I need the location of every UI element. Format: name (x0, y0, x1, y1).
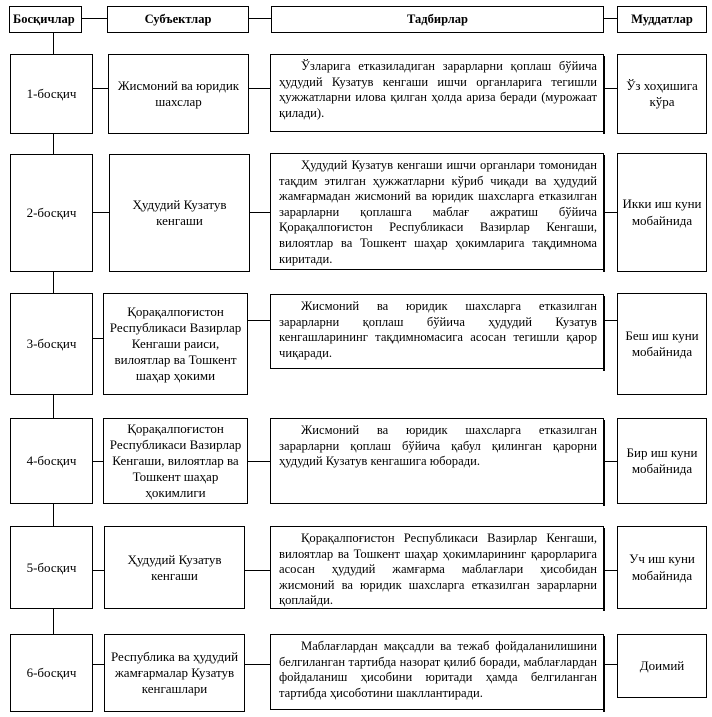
stage-box-2 (10, 154, 93, 272)
subject-box-3 (103, 293, 248, 395)
action-text-4: Жисмоний ва юридик шахсларга етказилган зарарларни қоплаш бўйича қабул қилинган қарорни ҳудудий Кузатув кенгашига юборади. (279, 423, 597, 469)
stage-label-2: 2-босқич (26, 205, 77, 220)
header-actions-label: Тадбирлар (407, 12, 468, 26)
subject-label-2: Ҳудудий Кузатув кенгаши (132, 197, 227, 228)
term-box-1 (617, 54, 707, 134)
term-label-3: Беш иш куни мобайнида (625, 327, 699, 359)
subject-box-2 (109, 154, 250, 272)
subject-box-5 (104, 526, 245, 609)
term-label-1: Ўз хоҳишига кўра (626, 77, 698, 109)
action-box-4 (270, 418, 604, 504)
subject-box-1 (108, 54, 249, 134)
stage-label-3: 3-босқич (26, 336, 77, 351)
stage-box-6 (10, 634, 93, 712)
header-subjects-label: Субъектлар (144, 12, 212, 26)
subject-label-6: Республика ва ҳудудий жамғармалар Кузатув кенгашлари (110, 649, 239, 696)
action-text-3: Жисмоний ва юридик шахсларга етказилган зарарларни қоплаш бўйича ҳудудий Кузатув кенгашларининг тақдимномасига асосан тегишли қарор чиқаради. (279, 299, 597, 360)
term-label-5: Уч иш куни мобайнида (629, 551, 695, 583)
stage-box-4 (10, 418, 93, 504)
subject-label-4: Қорақалпоғистон Республикаси Вазирлар Кенгаши, вилоятлар ва Тошкент шаҳар ҳокимлиги (109, 421, 242, 500)
header-stages (9, 6, 82, 33)
header-terms-label: Муддатлар (631, 12, 693, 26)
action-box-5 (270, 526, 604, 609)
stage-label-1: 1-босқич (26, 86, 77, 101)
subject-label-1: Жисмоний ва юридик шахслар (117, 78, 240, 109)
action-text-1: Ўзларига етказиладиган зарарларни қоплаш бўйича ҳудудий Кузатув кенгаши ишчи органларига тегишли ҳужжатларни илова қилган ҳолда ариза беради (мурожаат қилади). (279, 59, 597, 120)
action-box-3 (270, 294, 604, 369)
term-box-3 (617, 293, 707, 395)
subject-box-6 (104, 634, 245, 712)
action-text-6: Маблағлардан мақсадли ва тежаб фойдаланилишини белгиланган тартибда назорат қилиб боради, маблағлардан фойдаланиш ҳисобини юритади ҳамда белгиланган тартибда ҳисоботини шакллантиради. (279, 639, 597, 700)
action-box-2 (270, 153, 604, 270)
term-box-5 (617, 526, 707, 609)
action-text-2: Ҳудудий Кузатув кенгаши ишчи органлари томонидан тақдим этилган ҳужжатларни кўриб чиқади ва ҳудудий жамғармадан жисмоний ва юридик шахсларга етказилган зарарларни қоплашга маблағ ажратиш бўйича Қорақалпоғистон Республикаси Вазирлар Кенгаши, вилоятлар ва Тошкент шаҳар ҳокимларига тақдимнома киритади. (279, 158, 597, 266)
action-text-5: Қорақалпоғистон Республикаси Вазирлар Кенгаши, вилоятлар ва Тошкент шаҳар ҳокимларининг қарорларига асосан ҳудудий жамғарма маблағлари ҳисобидан жисмоний ва юридик шахсларга етказилган зарарларни қоплайди. (279, 531, 597, 608)
subject-label-3: Қорақалпоғистон Республикаси Вазирлар Кенгаши раиси, вилоятлар ва Тошкент шаҳар ҳокими (109, 304, 242, 383)
term-label-2: Икки иш куни мобайнида (622, 196, 702, 228)
header-terms (617, 6, 707, 33)
term-label-4: Бир иш куни мобайнида (626, 444, 698, 476)
header-subjects (107, 6, 249, 33)
term-box-6 (617, 634, 707, 698)
stage-label-5: 5-босқич (26, 559, 77, 575)
term-box-4 (617, 418, 707, 504)
stage-label-4: 4-босқич (26, 453, 77, 468)
subject-label-5: Ҳудудий Кузатув кенгаши (127, 551, 222, 583)
stage-box-1 (10, 54, 93, 134)
header-actions (271, 6, 604, 33)
term-label-6: Доимий (639, 657, 685, 673)
action-box-6 (270, 634, 604, 710)
header-stages-label: Босқичлар (13, 12, 75, 26)
subject-box-4 (103, 418, 248, 504)
stage-box-5 (10, 526, 93, 609)
term-box-2 (617, 153, 707, 272)
stage-box-3 (10, 293, 93, 395)
stage-label-6: 6-босқич (26, 665, 77, 680)
action-box-1 (270, 54, 604, 132)
